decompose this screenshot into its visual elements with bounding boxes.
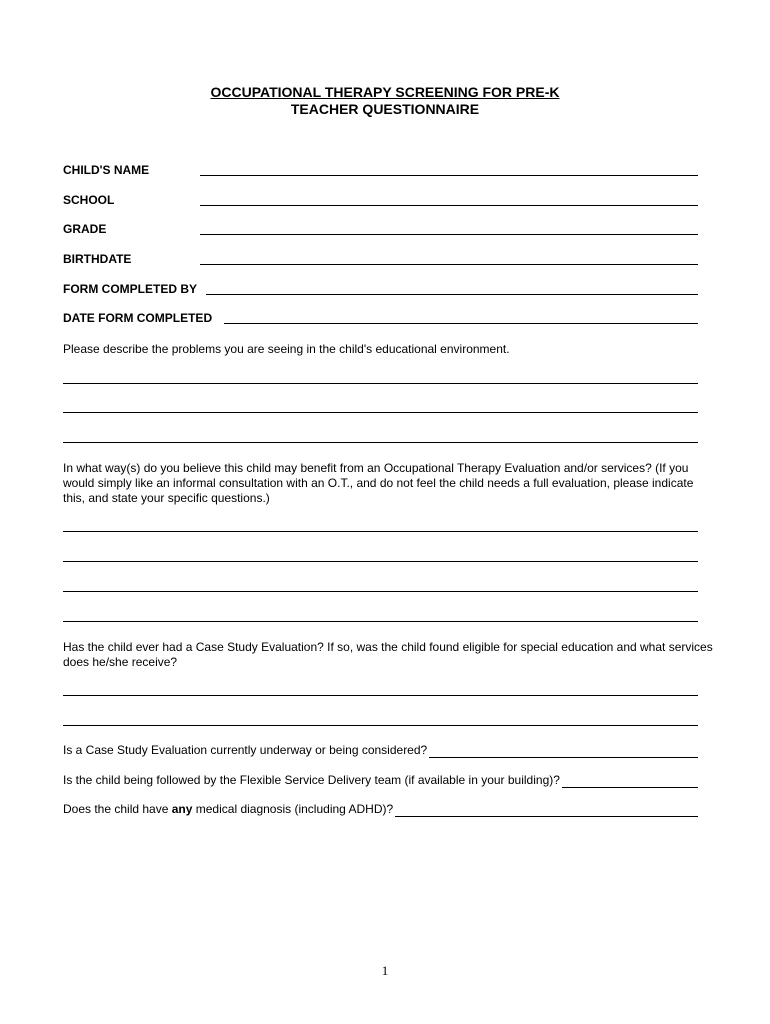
answer-line[interactable] <box>63 695 698 696</box>
question-medical-diagnosis-row <box>63 802 698 817</box>
childs-name-field[interactable] <box>200 175 698 176</box>
page-number: 1 <box>381 963 389 978</box>
grade-field[interactable] <box>200 234 698 235</box>
question-case-study-underway: Is a Case Study Evaluation currently underway or being considered? <box>63 743 428 757</box>
school-label: SCHOOL <box>63 193 115 207</box>
birthdate-field[interactable] <box>200 264 698 265</box>
answer-line[interactable] <box>63 442 698 443</box>
form-title: OCCUPATIONAL THERAPY SCREENING FOR PRE-K <box>210 84 560 100</box>
form-completed-by-field[interactable] <box>206 294 698 295</box>
question-case-study-underway-row <box>63 743 698 758</box>
answer-line[interactable] <box>63 621 698 622</box>
date-form-completed-label: DATE FORM COMPLETED <box>63 311 213 325</box>
question-medical-diagnosis: Does the child have any medical diagnosis (including ADHD)? <box>63 802 394 816</box>
question-problems: Please describe the problems you are seeing in the child's educational environment. <box>63 342 510 356</box>
answer-line[interactable] <box>63 531 698 532</box>
question-ot-benefit: In what way(s) do you believe this child may benefit from an Occupational Therapy Evaluation and/or services? (If you would simply like an informal consultation with an O.T., and do not feel the child needs a full evaluation, please indicate this, and state your specific questions.) <box>63 461 694 505</box>
grade-label: GRADE <box>63 222 107 236</box>
case-study-underway-field[interactable] <box>429 745 698 758</box>
question-case-study: Has the child ever had a Case Study Evaluation? If so, was the child found eligible for special education and what services does he/she receive? <box>63 640 713 669</box>
childs-name-label: CHILD'S NAME <box>63 163 150 177</box>
answer-line[interactable] <box>63 412 698 413</box>
answer-line[interactable] <box>63 561 698 562</box>
form-subtitle: TEACHER QUESTIONNAIRE <box>290 101 480 117</box>
answer-line[interactable] <box>63 725 698 726</box>
date-form-completed-field[interactable] <box>224 323 698 324</box>
flexible-service-field[interactable] <box>562 775 698 788</box>
answer-line[interactable] <box>63 383 698 384</box>
birthdate-label: BIRTHDATE <box>63 252 132 266</box>
school-field[interactable] <box>200 205 698 206</box>
answer-line[interactable] <box>63 591 698 592</box>
medical-diagnosis-field[interactable] <box>395 804 698 817</box>
question-flexible-service-row <box>63 773 698 788</box>
question-flexible-service: Is the child being followed by the Flexible Service Delivery team (if available in your building)? <box>63 773 560 787</box>
form-completed-by-label: FORM COMPLETED BY <box>63 282 197 296</box>
